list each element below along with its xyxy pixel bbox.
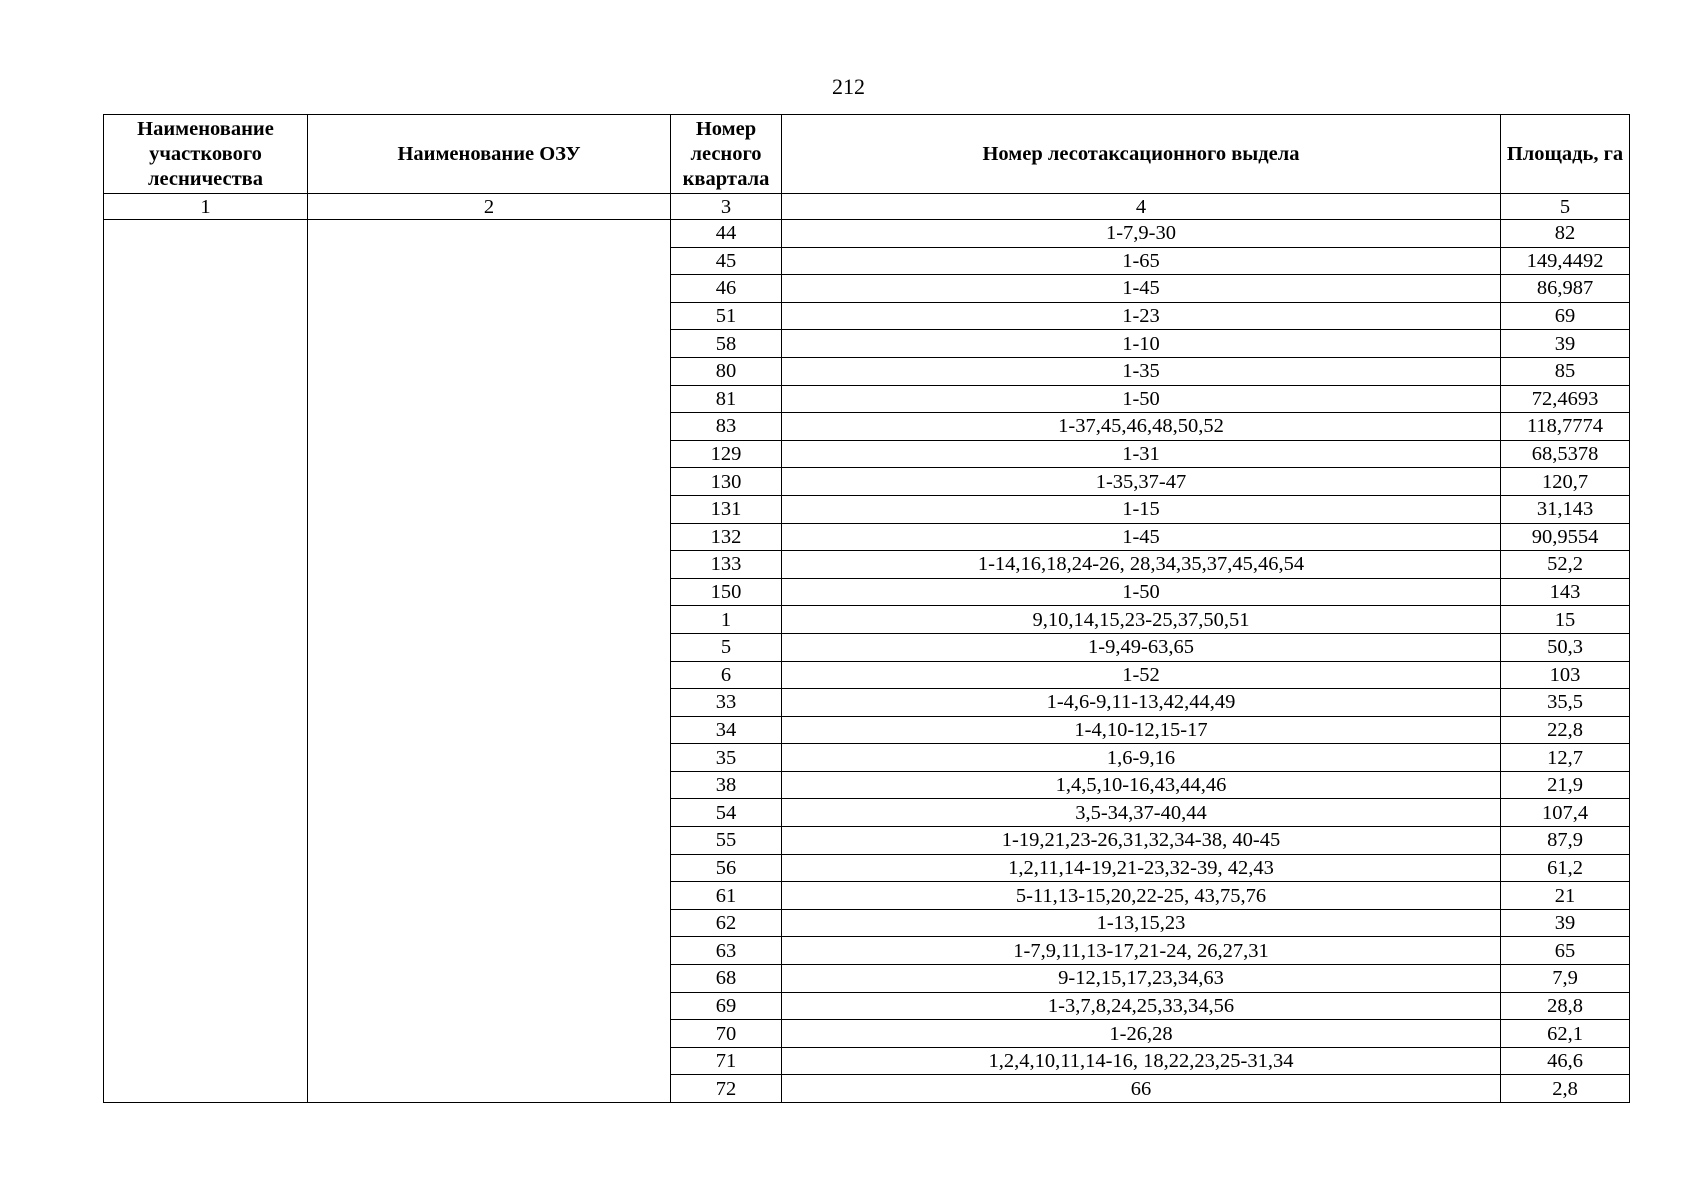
quarter-number-cell: 38: [671, 771, 782, 799]
table-body: [104, 220, 1630, 1103]
area-cell: 28,8: [1501, 992, 1630, 1020]
quarter-number-cell: 33: [671, 689, 782, 717]
allotment-number-cell: 1-52: [782, 661, 1501, 689]
column-number: 2: [308, 194, 671, 220]
header-ozu-name: Наименование ОЗУ: [308, 115, 671, 194]
quarter-number-cell: 62: [671, 909, 782, 937]
allotment-number-cell: 1-65: [782, 247, 1501, 275]
quarter-number-cell: 83: [671, 413, 782, 441]
area-cell: 107,4: [1501, 799, 1630, 827]
page-number: 212: [832, 74, 865, 99]
area-cell: 61,2: [1501, 854, 1630, 882]
quarter-number-cell: 70: [671, 1020, 782, 1048]
quarter-number-cell: 150: [671, 578, 782, 606]
allotment-number-cell: 1-19,21,23-26,31,32,34-38, 40-45: [782, 827, 1501, 855]
quarter-number-cell: 63: [671, 937, 782, 965]
quarter-number-cell: 46: [671, 275, 782, 303]
quarter-number-cell: 133: [671, 551, 782, 579]
area-cell: 46,6: [1501, 1047, 1630, 1075]
allotment-number-cell: 1-4,10-12,15-17: [782, 716, 1501, 744]
quarter-number-cell: 5: [671, 633, 782, 661]
quarter-number-cell: 58: [671, 330, 782, 358]
quarter-number-cell: 71: [671, 1047, 782, 1075]
area-cell: 35,5: [1501, 689, 1630, 717]
quarter-number-cell: 131: [671, 495, 782, 523]
area-cell: 22,8: [1501, 716, 1630, 744]
area-cell: 85: [1501, 357, 1630, 385]
allotment-number-cell: 9-12,15,17,23,34,63: [782, 965, 1501, 993]
allotment-number-cell: 1-37,45,46,48,50,52: [782, 413, 1501, 441]
quarter-number-cell: 6: [671, 661, 782, 689]
header-quarter-number: Номер лесного квартала: [671, 115, 782, 194]
allotment-number-cell: 1-15: [782, 495, 1501, 523]
area-cell: 149,4492: [1501, 247, 1630, 275]
allotment-number-cell: 1-45: [782, 275, 1501, 303]
allotment-number-cell: 1,4,5,10-16,43,44,46: [782, 771, 1501, 799]
area-cell: 69: [1501, 302, 1630, 330]
area-cell: 39: [1501, 330, 1630, 358]
ozu-name-cell: [308, 220, 671, 1103]
allotment-number-cell: 1-45: [782, 523, 1501, 551]
forest-plots-table: [103, 114, 1630, 1103]
quarter-number-cell: 129: [671, 440, 782, 468]
allotment-number-cell: 1,2,4,10,11,14-16, 18,22,23,25-31,34: [782, 1047, 1501, 1075]
area-cell: 21,9: [1501, 771, 1630, 799]
allotment-number-cell: 1-13,15,23: [782, 909, 1501, 937]
quarter-number-cell: 130: [671, 468, 782, 496]
allotment-number-cell: 1-7,9-30: [782, 220, 1501, 248]
quarter-number-cell: 132: [671, 523, 782, 551]
column-number: 5: [1501, 194, 1630, 220]
allotment-number-cell: 5-11,13-15,20,22-25, 43,75,76: [782, 882, 1501, 910]
area-cell: 87,9: [1501, 827, 1630, 855]
quarter-number-cell: 81: [671, 385, 782, 413]
header-allotment-number: Номер лесотаксационного выдела: [782, 115, 1501, 194]
area-cell: 68,5378: [1501, 440, 1630, 468]
allotment-number-cell: 9,10,14,15,23-25,37,50,51: [782, 606, 1501, 634]
area-cell: 15: [1501, 606, 1630, 634]
quarter-number-cell: 61: [671, 882, 782, 910]
quarter-number-cell: 35: [671, 744, 782, 772]
quarter-number-cell: 55: [671, 827, 782, 855]
allotment-number-cell: 1,6-9,16: [782, 744, 1501, 772]
area-cell: 72,4693: [1501, 385, 1630, 413]
area-cell: 21: [1501, 882, 1630, 910]
allotment-number-cell: 1-4,6-9,11-13,42,44,49: [782, 689, 1501, 717]
column-number-row: [104, 194, 1630, 220]
table-header-row: [104, 115, 1630, 194]
forestry-name-cell: [104, 220, 308, 1103]
allotment-number-cell: 66: [782, 1075, 1501, 1103]
area-cell: 7,9: [1501, 965, 1630, 993]
area-cell: 82: [1501, 220, 1630, 248]
column-number: 1: [104, 194, 308, 220]
area-cell: 90,9554: [1501, 523, 1630, 551]
quarter-number-cell: 34: [671, 716, 782, 744]
area-cell: 86,987: [1501, 275, 1630, 303]
area-cell: 52,2: [1501, 551, 1630, 579]
allotment-number-cell: 1-14,16,18,24-26, 28,34,35,37,45,46,54: [782, 551, 1501, 579]
quarter-number-cell: 1: [671, 606, 782, 634]
area-cell: 65: [1501, 937, 1630, 965]
allotment-number-cell: 1-31: [782, 440, 1501, 468]
area-cell: 118,7774: [1501, 413, 1630, 441]
column-number: 4: [782, 194, 1501, 220]
area-cell: 62,1: [1501, 1020, 1630, 1048]
area-cell: 103: [1501, 661, 1630, 689]
quarter-number-cell: 45: [671, 247, 782, 275]
quarter-number-cell: 54: [671, 799, 782, 827]
quarter-number-cell: 72: [671, 1075, 782, 1103]
quarter-number-cell: 69: [671, 992, 782, 1020]
allotment-number-cell: 1-9,49-63,65: [782, 633, 1501, 661]
allotment-number-cell: 1-26,28: [782, 1020, 1501, 1048]
quarter-number-cell: 44: [671, 220, 782, 248]
allotment-number-cell: 1-35,37-47: [782, 468, 1501, 496]
quarter-number-cell: 80: [671, 357, 782, 385]
area-cell: 2,8: [1501, 1075, 1630, 1103]
allotment-number-cell: 1-10: [782, 330, 1501, 358]
allotment-number-cell: 1-7,9,11,13-17,21-24, 26,27,31: [782, 937, 1501, 965]
area-cell: 39: [1501, 909, 1630, 937]
allotment-number-cell: 1-3,7,8,24,25,33,34,56: [782, 992, 1501, 1020]
header-area: Площадь, га: [1501, 115, 1630, 194]
allotment-number-cell: 3,5-34,37-40,44: [782, 799, 1501, 827]
quarter-number-cell: 51: [671, 302, 782, 330]
quarter-number-cell: 56: [671, 854, 782, 882]
allotment-number-cell: 1-50: [782, 578, 1501, 606]
column-number: 3: [671, 194, 782, 220]
area-cell: 143: [1501, 578, 1630, 606]
area-cell: 50,3: [1501, 633, 1630, 661]
quarter-number-cell: 68: [671, 965, 782, 993]
allotment-number-cell: 1,2,11,14-19,21-23,32-39, 42,43: [782, 854, 1501, 882]
area-cell: 120,7: [1501, 468, 1630, 496]
allotment-number-cell: 1-50: [782, 385, 1501, 413]
area-cell: 12,7: [1501, 744, 1630, 772]
allotment-number-cell: 1-35: [782, 357, 1501, 385]
table-row: [104, 220, 1630, 248]
header-forestry-name: Наименование участкового лесничества: [104, 115, 308, 194]
area-cell: 31,143: [1501, 495, 1630, 523]
allotment-number-cell: 1-23: [782, 302, 1501, 330]
